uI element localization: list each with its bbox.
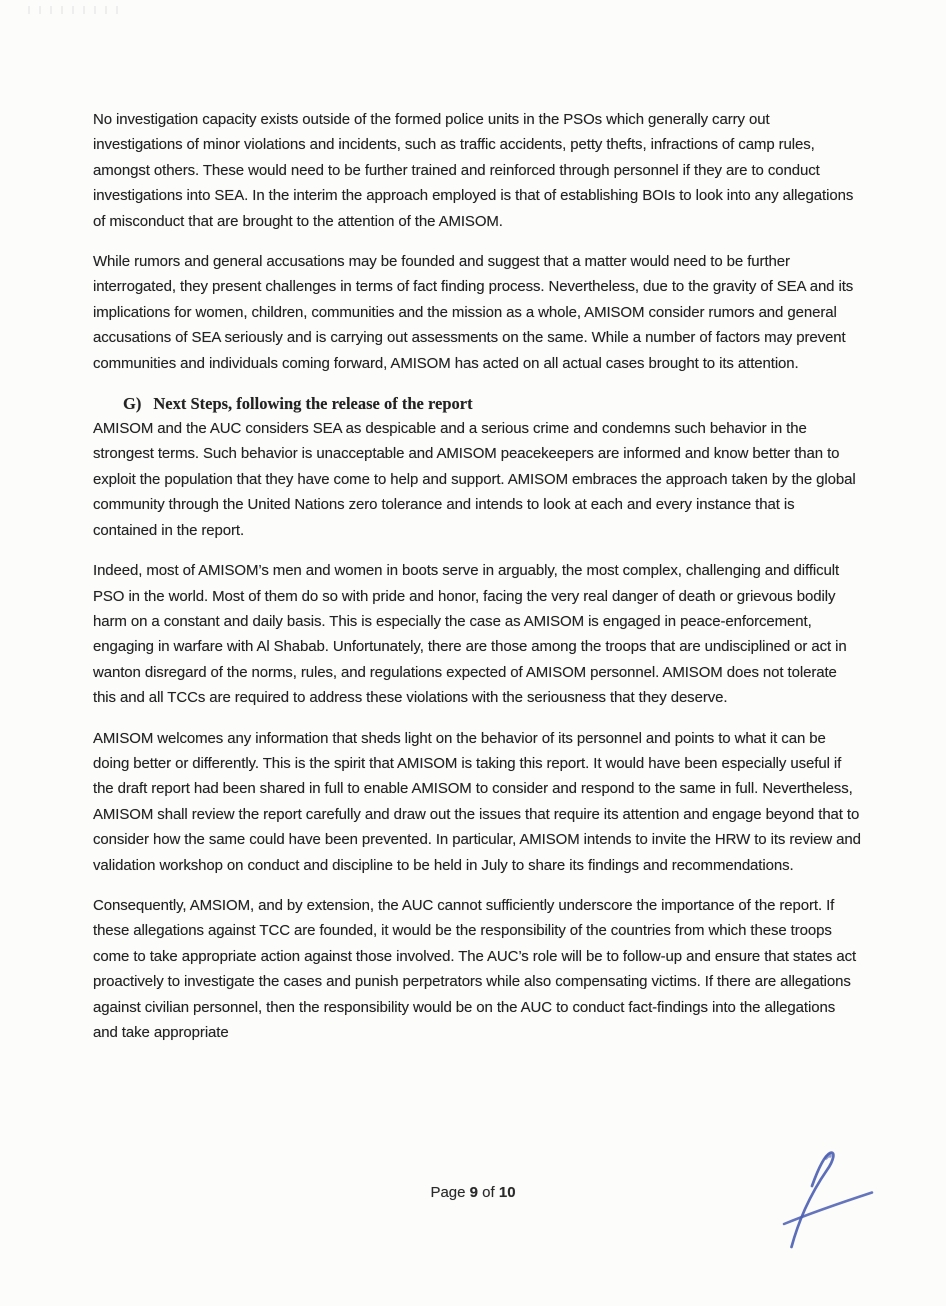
heading-label: G)	[123, 394, 142, 414]
handwritten-signature	[768, 1144, 892, 1256]
scan-artifact	[28, 6, 123, 14]
footer-current-page: 9	[469, 1184, 478, 1201]
section-heading-next-steps	[123, 391, 861, 416]
paragraph-men-women-in-boots: Indeed, most of AMISOM’s men and women in boots serve in arguably, the most complex, challenging and difficult PSO in the world. Most of them do so with pride and honor, facing the very real danger of death or grievous bodily harm on a constant and daily basis. This is especially the case as AMISOM is engaged in peace-enforcement, engaging in warfare with Al Shabab. Unfortunately, there are those among the troops that are undisciplined or act in wanton disregard of the norms, rules, and regulations expected of AMISOM personnel. AMISOM does not tolerate this and all TCCs are required to address these violations with the seriousness that they deserve.	[93, 562, 847, 707]
paragraph-rumors-accusations: While rumors and general accusations may be founded and suggest that a matter would need to be further interrogated, they present challenges in terms of fact finding process. Nevertheless, due to the gravity of SEA and its implications for women, children, communities and the mission as a whole, AMISOM consider rumors and general accusations of SEA seriously and is carrying out assessments on the same. While a number of factors may prevent communities and individuals coming forward, AMISOM has acted on all actual cases brought to its attention.	[93, 253, 854, 372]
paragraph-auc-condemns: AMISOM and the AUC considers SEA as despicable and a serious crime and condemns such behavior in the strongest terms. Such behavior is unacceptable and AMISOM peacekeepers are informed and know better than to exploit the population that they have come to help and support. AMISOM embraces the approach taken by the global community through the United Nations zero tolerance and intends to look at each and every instance that is contained in the report.	[93, 420, 856, 539]
paragraph-welcomes-information: AMISOM welcomes any information that sheds light on the behavior of its personnel and points to what it can be doing better or differently. This is the spirit that AMISOM is taking this report. It would have been especially useful if the draft report had been shared in full to enable AMISOM to consider and respond to the same in full. Nevertheless, AMISOM shall review the report carefully and draw out the issues that require its attention and engage beyond that to consider how the same could have been prevented. In particular, AMISOM intends to invite the HRW to its review and validation workshop on conduct and discipline to be held in July to share its findings and recommendations.	[93, 729, 861, 874]
footer-total-pages: 10	[498, 1184, 516, 1201]
heading-text: Next Steps, following the release of the report	[153, 394, 473, 414]
footer-prefix: Page	[430, 1184, 466, 1201]
paragraph-investigation-capacity: No investigation capacity exists outside of the formed police units in the PSOs which generally carry out investigations of minor violations and incidents, such as traffic accidents, petty thefts, infractions of camp rules, amongst others. These would need to be further trained and reinforced through personnel if they are to conduct investigations into SEA. In the interim the approach employed is that of establishing BOIs to look into any allegations of misconduct that are brought to the attention of the AMISOM.	[93, 111, 854, 230]
paragraph-consequently-auc: Consequently, AMSIOM, and by extension, the AUC cannot sufficiently underscore the importance of the report. If these allegations against TCC are founded, it would be the responsibility of the countries from which these troops come to take appropriate action against those involved. The AUC’s role will be to follow-up and ensure that states act proactively to investigate the cases and punish perpetrators while also compensating victims. If there are allegations against civilian personnel, then the responsibility would be on the AUC to conduct fact-findings into the allegations and take appropriate	[93, 896, 857, 1041]
document-body	[93, 107, 861, 1060]
footer-separator: of	[482, 1184, 495, 1201]
